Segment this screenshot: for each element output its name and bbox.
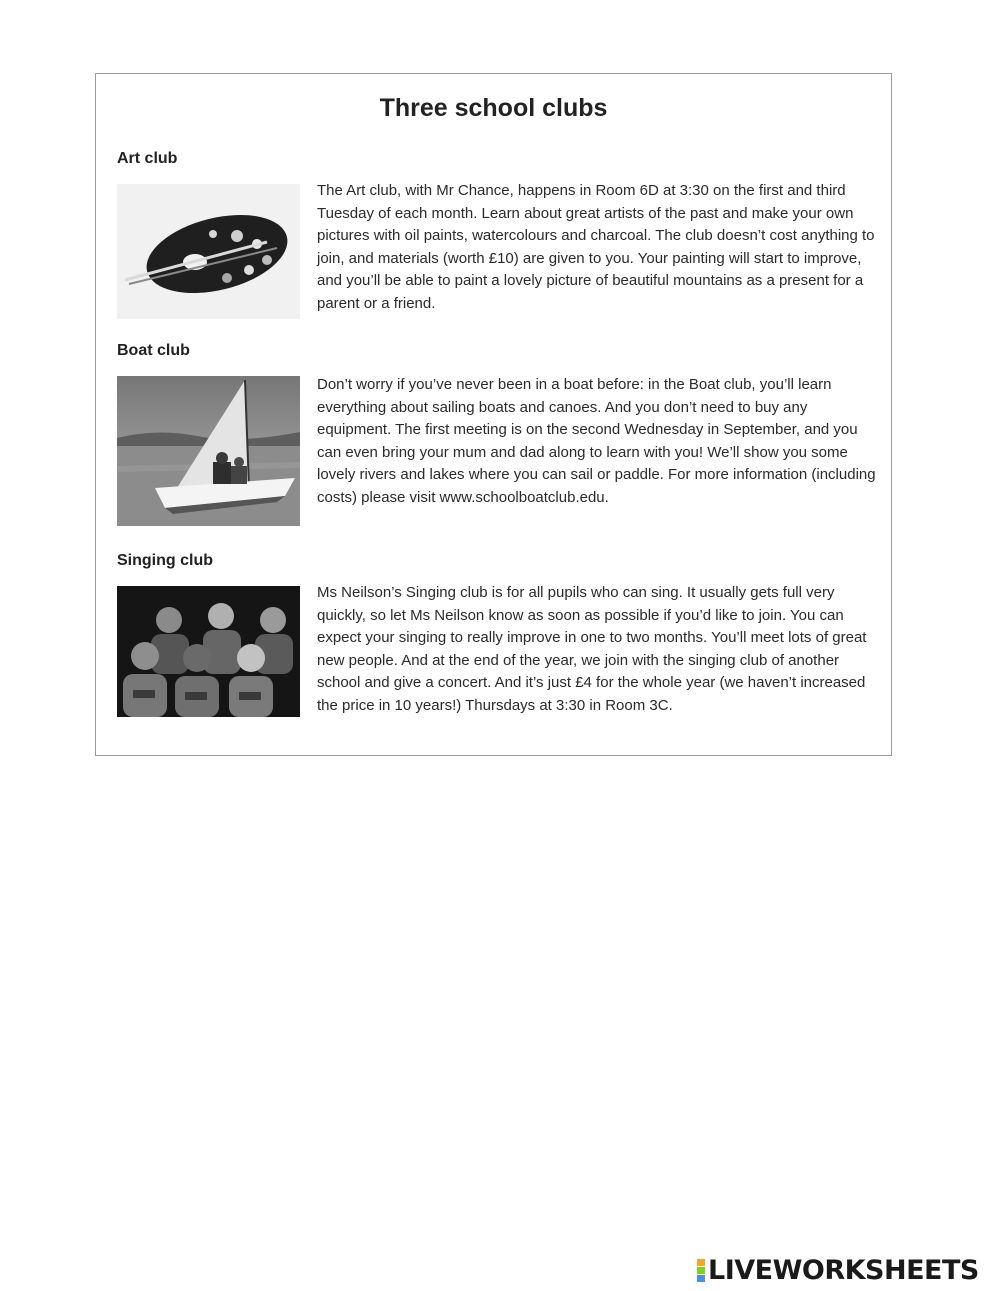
singing-choir-photo — [117, 586, 300, 717]
paint-palette-photo — [117, 184, 300, 319]
page-title: Three school clubs — [379, 94, 608, 122]
liveworksheets-logo — [697, 1255, 979, 1285]
boat-club-heading: Boat club — [117, 342, 190, 359]
art-club-heading: Art club — [117, 150, 178, 167]
logo-block — [697, 1275, 705, 1282]
art-club-description: The Art club, with Mr Chance, happens in Room 6D at 3:30 on the first and third Tuesday of each month. Learn about great artists of the past and make your own pictures with oil paints, watercolours and charcoal. The club doesn’t cost anything to join, and materials (worth £10) are given to you. Your painting will start to improve, and you’ll be able to paint a lovely picture of beautiful mountains as a present for a parent or a friend. — [317, 182, 875, 312]
boat-club-description: Don’t worry if you’ve never been in a boat before: in the Boat club, you’ll learn everything about sailing boats and canoes. And you don’t need to buy any equipment. The first meeting is on the second Wednesday in September, and you can even bring your mum and dad along to learn with you! We’ll show you some lovely rivers and lakes where you can sail or paddle. For more information (including costs) please visit www.schoolboatclub.edu. — [317, 376, 876, 506]
logo-block — [697, 1267, 705, 1274]
sailing-boat-photo — [117, 376, 300, 526]
worksheet-panel — [95, 73, 892, 756]
singing-club-heading: Singing club — [117, 552, 213, 569]
logo-text: LIVEWORKSHEETS — [708, 1254, 979, 1286]
logo-block — [697, 1259, 705, 1266]
singing-club-description: Ms Neilson’s Singing club is for all pupils who can sing. It usually gets full very quickly, so let Ms Neilson know as soon as possible if you’d like to join. You can expect your singing to really improve in one to two months. You’ll meet lots of great new people. And at the end of the year, we join with the singing club of another school and give a concert. And it’s just £4 for the whole year (we haven’t increased the price in 10 years!) Thursdays at 3:30 in Room 3C. — [317, 584, 867, 714]
logo-blocks-icon — [697, 1259, 705, 1282]
